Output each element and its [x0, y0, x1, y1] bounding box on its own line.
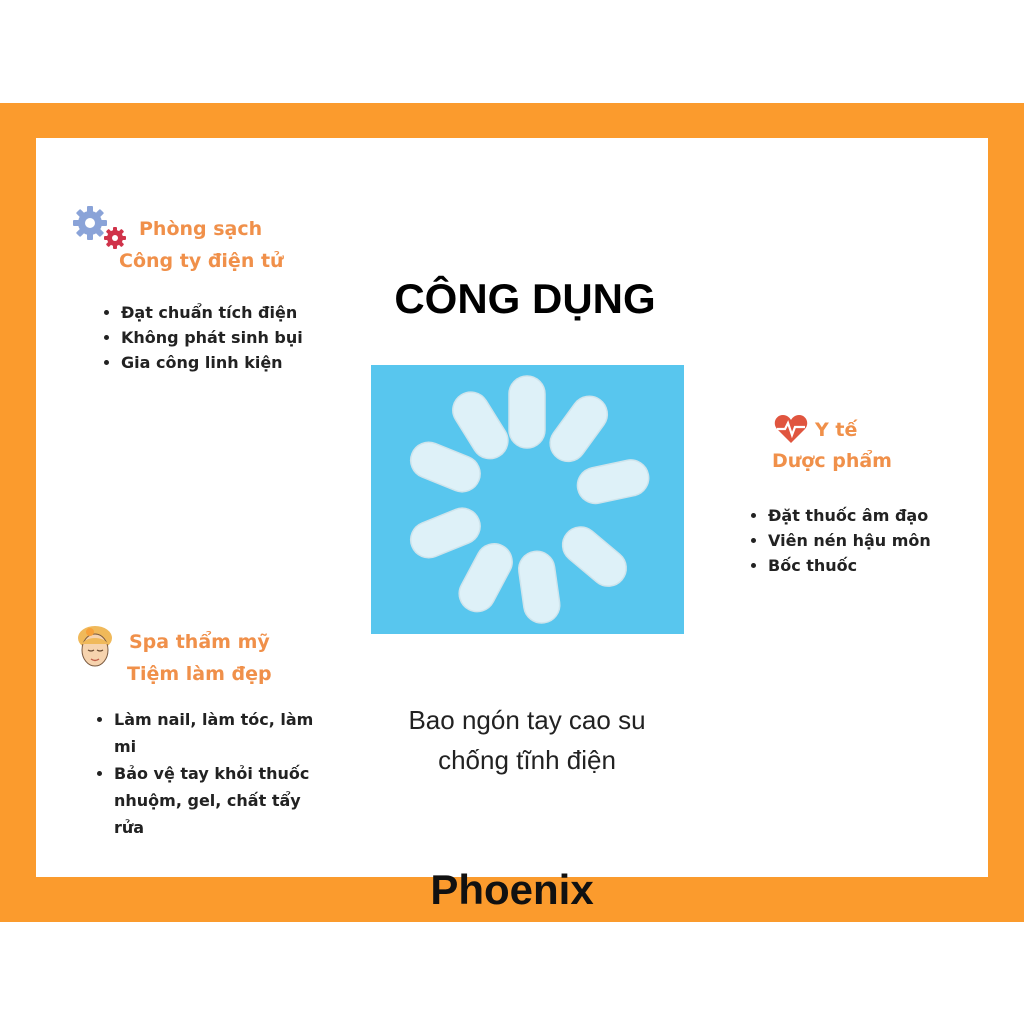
gears-icon [72, 205, 130, 251]
list-item: • Đạt chuẩn tích điện [121, 300, 371, 325]
cleanroom-subheading: Công ty điện tử [119, 250, 284, 272]
list-item: • Gia công linh kiện [121, 350, 371, 375]
list-item: • Làm nail, làm tóc, làm mi [114, 706, 314, 760]
spa-heading: Spa thẩm mỹ [129, 631, 270, 653]
list-item: • Viên nén hậu môn [768, 528, 998, 553]
product-caption [356, 700, 698, 780]
caption-line-1: Bao ngón tay cao su [408, 705, 646, 735]
list-item: • Bốc thuốc [768, 553, 998, 578]
medical-list [742, 503, 998, 578]
list-item: • Đặt thuốc âm đạo [768, 503, 998, 528]
medical-heading: Y tế [815, 419, 858, 441]
heart-pulse-icon [774, 414, 808, 444]
finger-cots-photo [371, 365, 684, 634]
page-title: CÔNG DỤNG [394, 275, 656, 322]
caption-line-2: chống tĩnh điện [438, 745, 616, 775]
spa-subheading: Tiệm làm đẹp [127, 663, 272, 685]
spa-face-icon [76, 624, 114, 672]
medical-subheading: Dược phẩm [772, 450, 892, 472]
spa-list [88, 706, 314, 841]
list-item: • Bảo vệ tay khỏi thuốc nhuộm, gel, chất tẩy rửa [114, 760, 314, 841]
cleanroom-heading: Phòng sạch [139, 218, 263, 240]
list-item: • Không phát sinh bụi [121, 325, 371, 350]
brand-name: Phoenix [430, 866, 594, 913]
